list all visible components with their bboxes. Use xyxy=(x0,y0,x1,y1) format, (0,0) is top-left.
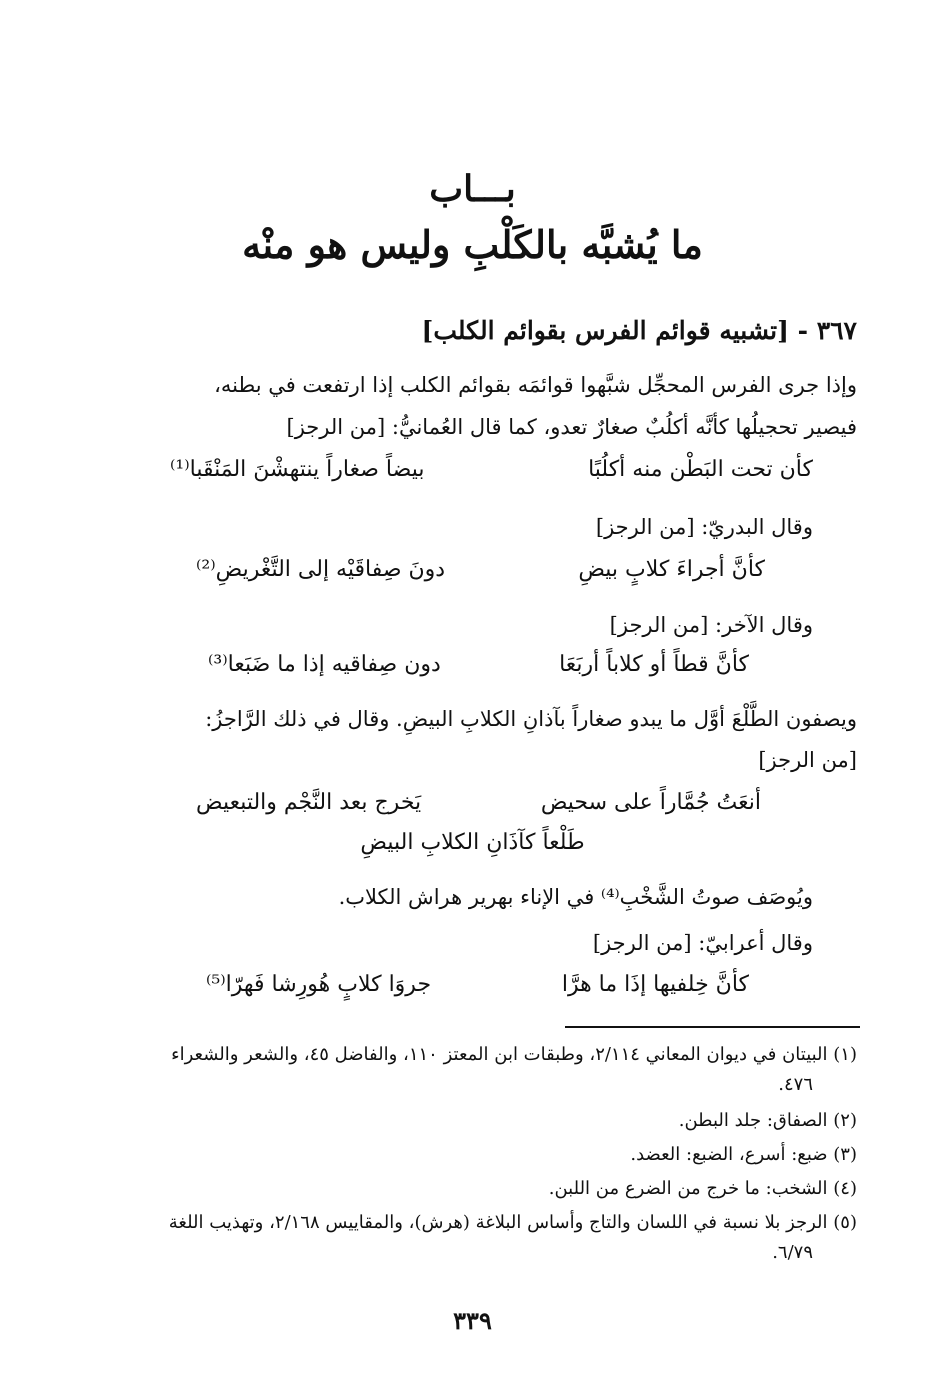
footnote-5-line-2: ٦/٧٩. xyxy=(772,1242,813,1263)
paragraph-2-line-2: [من الرجز] xyxy=(758,748,857,772)
chapter-label: بـــاب xyxy=(429,168,516,210)
page-number: ٣٣٩ xyxy=(453,1306,492,1335)
chapter-title: ما يُشبَّه بالكَلْبِ وليس هو منْه xyxy=(242,222,703,267)
footnote-1-line-1: (١) البيتان في ديوان المعاني ٢/١١٤، وطبقات ابن المعتز ١١٠، والفاضل ٤٥، والشعر والشعراء xyxy=(171,1044,857,1065)
verse-4-first-hemistich: أنعَتُ جُمَّاراً على سحيض xyxy=(540,790,761,815)
section-heading: ٣٦٧ - [تشبيه قوائم الفرس بقوائم الكلب] xyxy=(421,316,857,345)
verse-1-second-hemistich: بيضاً صغاراً ينتهشْنَ المَنْقَبا⁽¹⁾ xyxy=(170,457,425,482)
paragraph-1-line-1: وإذا جرى الفرس المحجِّل شبَّهوا قوائمَه بقوائم الكلب إذا ارتفعت في بطنه، xyxy=(214,373,857,397)
verse-2-first-hemistich: كأنَّ أجراءَ كلابٍ بيضِ xyxy=(578,557,765,582)
footnote-5-line-1: (٥) الرجز بلا نسبة في اللسان والتاج وأساس البلاغة (هرش)، والمقاييس ٢/١٦٨، وتهذيب اللغة xyxy=(168,1212,857,1233)
poem-intro-5: وقال أعرابيّ: [من الرجز] xyxy=(592,931,813,955)
footnote-divider xyxy=(565,1026,860,1028)
verse-4-second-hemistich: يَخرج بعد النَّجْم والتبعيض xyxy=(196,790,422,815)
verse-5-second-hemistich: جروَا كلابٍ هُورِشا فَهرّا⁽⁵⁾ xyxy=(206,972,432,997)
verse-2-second-hemistich: دونَ صِفاقَيْه إلى التَّغْريضِ⁽²⁾ xyxy=(196,557,446,582)
verse-3-second-hemistich: دون صِفاقيه إذا ما ضَبَعا⁽³⁾ xyxy=(208,652,441,677)
paragraph-3: ويُوصَف صوتُ الشَّخْبِ⁽⁴⁾ في الإناء بهرير هراش الكلاب. xyxy=(338,885,813,909)
paragraph-1-line-2: فيصير تحجيلُها كأنَّه أكلُبٌ صغارٌ تعدو، كما قال العُمانيُّ: [من الرجز] xyxy=(286,415,857,439)
paragraph-2-line-1: ويصفون الطَّلْعَ أوَّل ما يبدو صغاراً بآذانِ الكلابِ البيضِ. وقال في ذلك الرَّاجزُ: xyxy=(205,707,857,731)
footnote-1-line-2: ٤٧٦. xyxy=(778,1074,813,1095)
footnote-4: (٤) الشخب: ما خرج من الضرع من اللبن. xyxy=(548,1178,857,1199)
verse-5-first-hemistich: كأنَّ خِلفيها إذَا ما هرَّا xyxy=(561,972,749,997)
poem-intro-2: وقال البدريّ: [من الرجز] xyxy=(595,515,813,539)
footnote-2: (٢) الصفاق: جلد البطن. xyxy=(678,1110,857,1131)
verse-4-third-line: طَلْعاً كآذَانِ الكلابِ البيضِ xyxy=(360,830,585,855)
verse-1-first-hemistich: كأن تحت البَطْن منه أكلُبًا xyxy=(588,457,813,482)
footnote-3: (٣) ضبع: أسرع، الضبع: العضد. xyxy=(630,1144,857,1165)
poem-intro-3: وقال الآخر: [من الرجز] xyxy=(609,613,813,637)
verse-3-first-hemistich: كأنَّ قطاً أو كلاباً أربَعَا xyxy=(559,652,749,677)
